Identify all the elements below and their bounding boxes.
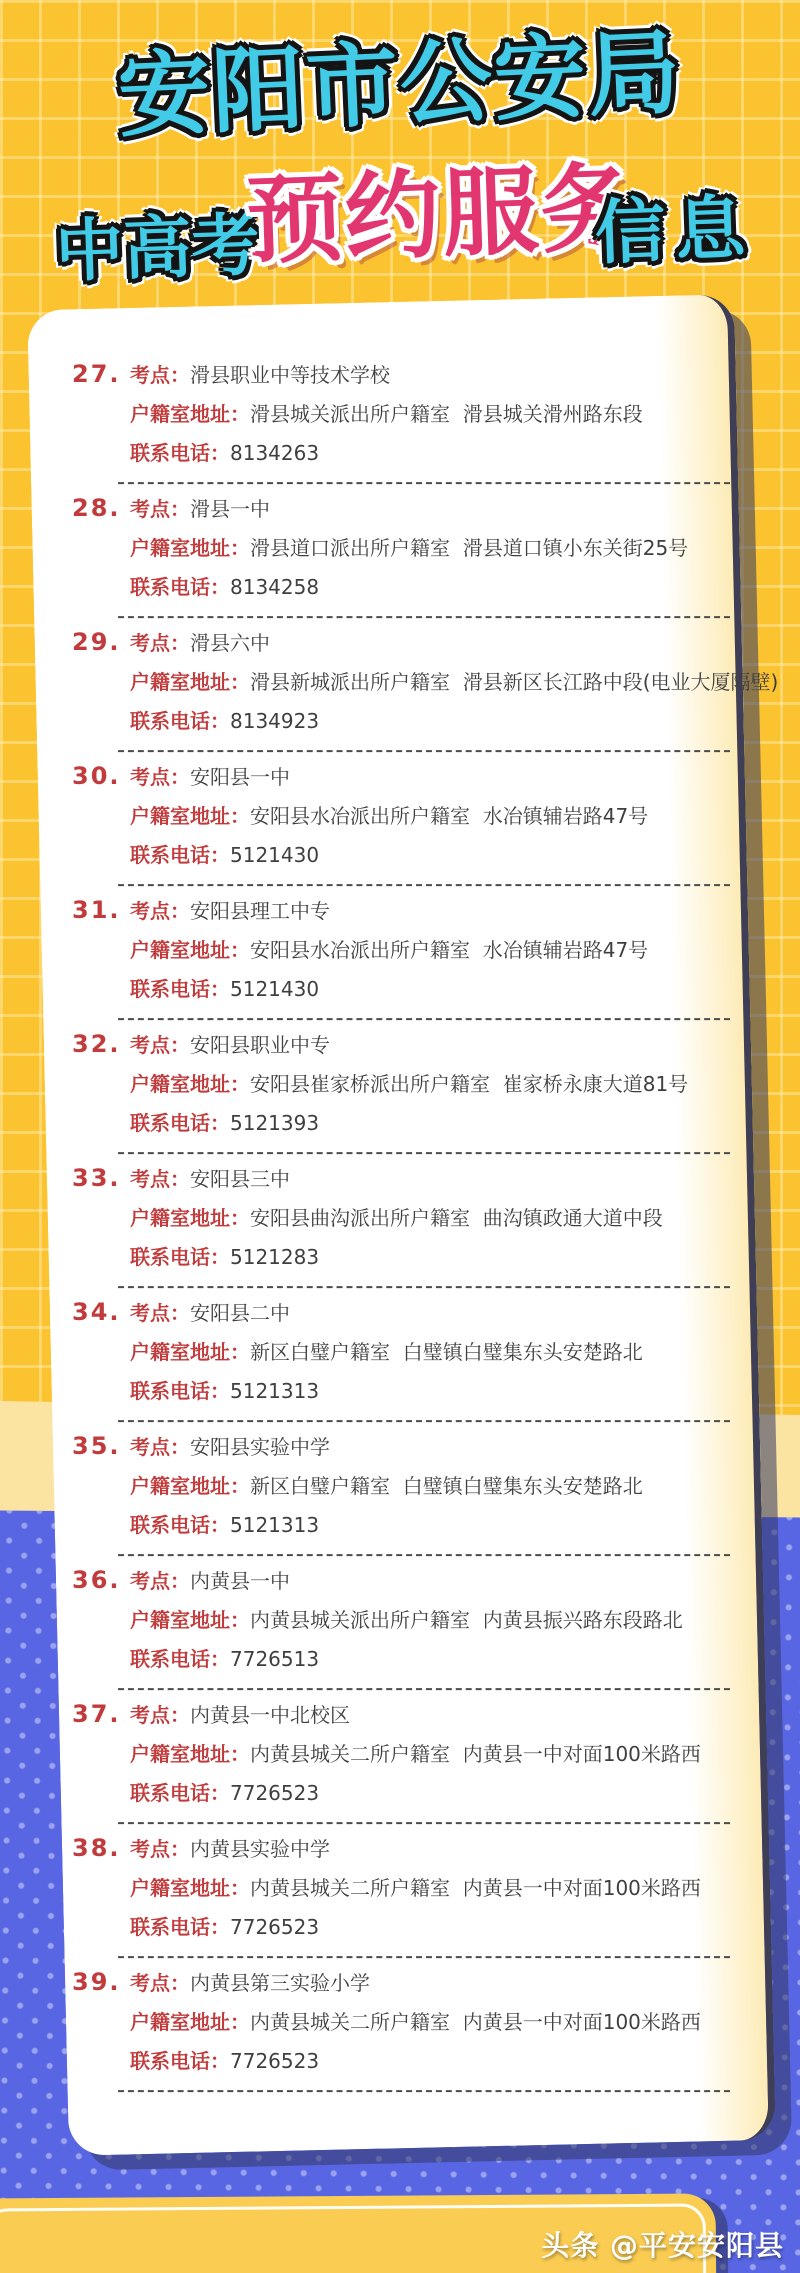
phone-value: 7726513 [230, 1647, 320, 1672]
entry-number: 30. [72, 762, 121, 791]
site-label: 考点： [130, 363, 191, 388]
exam-site-entry [72, 1288, 732, 1422]
exam-site-entry [72, 1154, 732, 1288]
site-value: 安阳县实验中学 [190, 1435, 331, 1460]
info-card-content [48, 302, 779, 2148]
site-value: 安阳县三中 [190, 1167, 291, 1192]
address-value: 安阳县水冶派出所户籍室 水冶镇辅岩路47号 [250, 938, 649, 963]
phone-label: 联系电话： [130, 977, 231, 1002]
entry-number: 39. [72, 1968, 121, 1997]
exam-site-entry [72, 1824, 732, 1958]
title-line-1: 安阳市公安局 [115, 18, 685, 151]
site-label: 考点： [130, 1971, 191, 1996]
exam-site-entry [72, 484, 732, 618]
exam-site-entry [72, 886, 732, 1020]
entry-number: 36. [72, 1566, 121, 1595]
title-segment-xinxi: 信息 [593, 186, 757, 275]
site-label: 考点： [130, 631, 191, 656]
site-value: 安阳县职业中专 [190, 1033, 331, 1058]
phone-value: 8134923 [230, 709, 320, 734]
site-value: 安阳县二中 [190, 1301, 291, 1326]
site-label: 考点： [130, 497, 191, 522]
site-value: 内黄县实验中学 [190, 1837, 331, 1862]
address-value: 滑县道口派出所户籍室 滑县道口镇小东关街25号 [250, 536, 689, 561]
site-value: 内黄县一中北校区 [190, 1703, 351, 1728]
address-label: 户籍室地址： [130, 1340, 251, 1365]
title-segment-yuyuefuwu: 预约服务 [244, 151, 641, 278]
entry-number: 32. [72, 1030, 121, 1059]
exam-site-entry [72, 1556, 732, 1690]
info-card [27, 294, 779, 2156]
address-value: 内黄县城关二所户籍室 内黄县一中对面100米路西 [250, 1876, 701, 1901]
address-value: 滑县城关派出所户籍室 滑县城关滑州路东段 [250, 402, 643, 427]
exam-site-entry [72, 1422, 732, 1556]
entry-number: 31. [72, 896, 121, 925]
phone-label: 联系电话： [130, 1781, 231, 1806]
address-value: 安阳县崔家桥派出所户籍室 崔家桥永康大道81号 [250, 1072, 689, 1097]
phone-value: 7726523 [230, 2049, 320, 2074]
address-label: 户籍室地址： [130, 1474, 251, 1499]
phone-label: 联系电话： [130, 1513, 231, 1538]
address-value: 安阳县曲沟派出所户籍室 曲沟镇政通大道中段 [250, 1206, 663, 1231]
site-value: 内黄县第三实验小学 [190, 1971, 371, 1996]
phone-value: 7726523 [230, 1781, 320, 1806]
site-label: 考点： [130, 1569, 191, 1594]
address-label: 户籍室地址： [130, 1072, 251, 1097]
address-value: 新区白璧户籍室 白璧镇白璧集东头安楚路北 [250, 1474, 643, 1499]
entry-number: 37. [72, 1700, 121, 1729]
site-label: 考点： [130, 1167, 191, 1192]
address-label: 户籍室地址： [130, 938, 251, 963]
phone-label: 联系电话： [130, 1647, 231, 1672]
address-label: 户籍室地址： [130, 670, 251, 695]
phone-value: 8134258 [230, 575, 320, 600]
site-label: 考点： [130, 1703, 191, 1728]
exam-site-entry [72, 350, 732, 484]
exam-site-entry [72, 1020, 732, 1154]
site-value: 滑县六中 [190, 631, 271, 656]
address-value: 新区白璧户籍室 白璧镇白璧集东头安楚路北 [250, 1340, 643, 1365]
exam-site-entry [72, 1958, 732, 2092]
address-value: 内黄县城关二所户籍室 内黄县一中对面100米路西 [250, 2010, 701, 2035]
phone-value: 5121313 [230, 1513, 320, 1538]
title-segment-zhonggaokao: 中高考 [54, 205, 261, 293]
exam-site-entry [72, 752, 732, 886]
site-label: 考点： [130, 899, 191, 924]
site-label: 考点： [130, 1435, 191, 1460]
phone-value: 5121313 [230, 1379, 320, 1404]
phone-label: 联系电话： [130, 2049, 231, 2074]
entry-number: 29. [72, 628, 121, 657]
phone-label: 联系电话： [130, 1915, 231, 1940]
address-value: 安阳县水冶派出所户籍室 水冶镇辅岩路47号 [250, 804, 649, 829]
phone-label: 联系电话： [130, 441, 231, 466]
phone-value: 5121393 [230, 1111, 320, 1136]
entry-number: 28. [72, 494, 121, 523]
site-label: 考点： [130, 1301, 191, 1326]
address-label: 户籍室地址： [130, 402, 251, 427]
phone-label: 联系电话： [130, 1245, 231, 1270]
phone-value: 5121430 [230, 843, 320, 868]
site-value: 滑县一中 [190, 497, 271, 522]
phone-label: 联系电话： [130, 843, 231, 868]
exam-site-entry [72, 1690, 732, 1824]
entry-number: 33. [72, 1164, 121, 1193]
address-label: 户籍室地址： [130, 1876, 251, 1901]
phone-value: 8134263 [230, 441, 320, 466]
address-value: 内黄县城关派出所户籍室 内黄县振兴路东段路北 [250, 1608, 683, 1633]
phone-label: 联系电话： [130, 575, 231, 600]
address-value: 内黄县城关二所户籍室 内黄县一中对面100米路西 [250, 1742, 701, 1767]
site-value: 内黄县一中 [190, 1569, 291, 1594]
site-label: 考点： [130, 765, 191, 790]
address-value: 滑县新城派出所户籍室 滑县新区长江路中段(电业大厦隔壁) [250, 670, 779, 695]
address-label: 户籍室地址： [130, 804, 251, 829]
site-label: 考点： [130, 1033, 191, 1058]
dashed-separator [118, 2090, 730, 2092]
address-label: 户籍室地址： [130, 1206, 251, 1231]
address-label: 户籍室地址： [130, 1608, 251, 1633]
site-value: 安阳县理工中专 [190, 899, 331, 924]
site-value: 安阳县一中 [190, 765, 291, 790]
phone-value: 5121430 [230, 977, 320, 1002]
entry-number: 38. [72, 1834, 121, 1863]
entry-number: 27. [72, 360, 121, 389]
phone-value: 7726523 [230, 1915, 320, 1940]
phone-value: 5121283 [230, 1245, 320, 1270]
address-label: 户籍室地址： [130, 1742, 251, 1767]
phone-label: 联系电话： [130, 1111, 231, 1136]
phone-label: 联系电话： [130, 1379, 231, 1404]
entry-number: 34. [72, 1298, 121, 1327]
exam-site-entry [72, 618, 779, 752]
address-label: 户籍室地址： [130, 2010, 251, 2035]
site-label: 考点： [130, 1837, 191, 1862]
site-value: 滑县职业中等技术学校 [190, 363, 391, 388]
phone-label: 联系电话： [130, 709, 231, 734]
entry-number: 35. [72, 1432, 121, 1461]
address-label: 户籍室地址： [130, 536, 251, 561]
watermark: 头条 @平安安阳县 [541, 2229, 784, 2262]
